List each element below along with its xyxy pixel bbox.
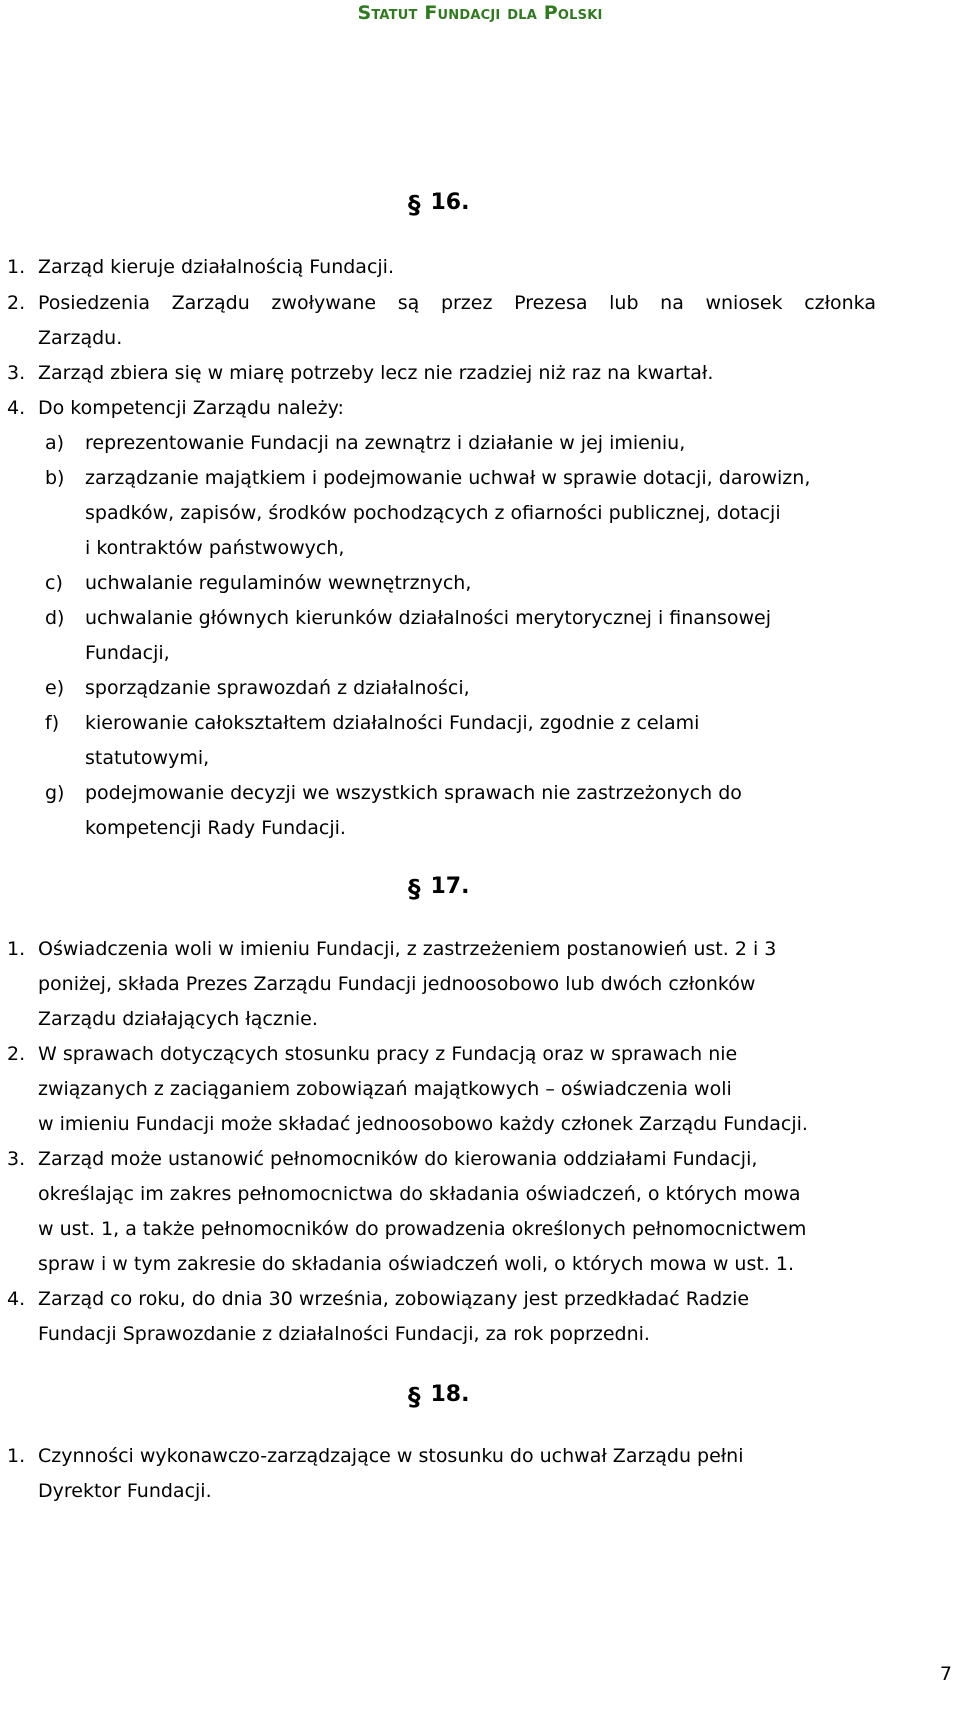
- paragraph-line: Zarząd może ustanowić pełnomocników do kierowania oddziałami Fundacji,: [38, 1148, 758, 1170]
- paragraph-line: Zarząd kieruje działalnością Fundacji.: [38, 256, 394, 278]
- list-label: b): [45, 467, 65, 489]
- paragraph-line: poniżej, składa Prezes Zarządu Fundacji jednoosobowo lub dwóch członków: [38, 973, 756, 995]
- section-symbol: §: [408, 874, 421, 903]
- paragraph-line: Czynności wykonawczo-zarządzające w stosunku do uchwał Zarządu pełni: [38, 1445, 744, 1467]
- paragraph-line: Zarząd zbiera się w miarę potrzeby lecz nie rzadziej niż raz na kwartał.: [38, 362, 714, 384]
- section-number: 18.: [430, 1382, 470, 1407]
- list-item-line: spadków, zapisów, środków pochodzących z ofiarności publicznej, dotacji: [85, 502, 781, 524]
- paragraph-line: W sprawach dotyczących stosunku pracy z Fundacją oraz w sprawach nie: [38, 1043, 738, 1065]
- section-17-heading: [408, 870, 470, 903]
- section-18-heading: [408, 1378, 470, 1411]
- document-header: Statut Fundacji dla Polski: [357, 2, 603, 24]
- paragraph-line: Posiedzenia Zarządu zwoływane są przez Prezesa lub na wniosek członka: [38, 292, 876, 314]
- paragraph-line: spraw i w tym zakresie do składania oświadczeń woli, o których mowa w ust. 1.: [38, 1253, 795, 1275]
- list-label: g): [45, 782, 65, 804]
- section-16-heading: [408, 186, 470, 219]
- list-item-line: reprezentowanie Fundacji na zewnątrz i działanie w jej imieniu,: [85, 432, 686, 454]
- list-item-line: kierowanie całokształtem działalności Fundacji, zgodnie z celami: [85, 712, 700, 734]
- page-number: 7: [939, 1663, 952, 1685]
- section-symbol: §: [408, 190, 421, 219]
- paragraph-line: Zarząd co roku, do dnia 30 września, zobowiązany jest przedkładać Radzie: [38, 1288, 750, 1310]
- paragraph-line: Fundacji Sprawozdanie z działalności Fundacji, za rok poprzedni.: [38, 1323, 650, 1345]
- list-label: e): [45, 677, 65, 699]
- section-symbol: §: [408, 1382, 421, 1411]
- item-number: 3.: [7, 1148, 26, 1170]
- list-label: f): [45, 712, 60, 734]
- item-number: 2.: [7, 1043, 26, 1065]
- item-number: 2.: [7, 292, 26, 314]
- item-number: 1.: [7, 256, 26, 278]
- section-number: 17.: [430, 874, 470, 899]
- list-item-line: kompetencji Rady Fundacji.: [85, 817, 346, 839]
- item-number: 1.: [7, 1445, 26, 1467]
- item-number: 3.: [7, 362, 26, 384]
- section-number: 16.: [430, 190, 470, 215]
- item-number: 4.: [7, 1288, 26, 1310]
- item-number: 4.: [7, 397, 26, 419]
- list-label: c): [45, 572, 63, 594]
- list-item-line: uchwalanie regulaminów wewnętrznych,: [85, 572, 472, 594]
- list-item-line: uchwalanie głównych kierunków działalności merytorycznej i finansowej: [85, 607, 772, 629]
- paragraph-line: w imieniu Fundacji może składać jednoosobowo każdy członek Zarządu Fundacji.: [38, 1113, 808, 1135]
- paragraph-line: Oświadczenia woli w imieniu Fundacji, z zastrzeżeniem postanowień ust. 2 i 3: [38, 938, 777, 960]
- list-item-line: i kontraktów państwowych,: [85, 537, 345, 559]
- paragraph-line: określając im zakres pełnomocnictwa do składania oświadczeń, o których mowa: [38, 1183, 801, 1205]
- list-item-line: statutowymi,: [85, 747, 210, 769]
- paragraph-line: Do kompetencji Zarządu należy:: [38, 397, 344, 419]
- list-label: a): [45, 432, 65, 454]
- paragraph-line: Dyrektor Fundacji.: [38, 1480, 212, 1502]
- paragraph-line: związanych z zaciąganiem zobowiązań majątkowych – oświadczenia woli: [38, 1078, 732, 1100]
- list-item-line: sporządzanie sprawozdań z działalności,: [85, 677, 470, 699]
- paragraph-line: Zarządu działających łącznie.: [38, 1008, 318, 1030]
- paragraph-line: w ust. 1, a także pełnomocników do prowadzenia określonych pełnomocnictwem: [38, 1218, 807, 1240]
- item-number: 1.: [7, 938, 26, 960]
- list-item-line: zarządzanie majątkiem i podejmowanie uchwał w sprawie dotacji, darowizn,: [85, 467, 811, 489]
- list-item-line: Fundacji,: [85, 642, 170, 664]
- paragraph-line: Zarządu.: [38, 327, 123, 349]
- list-item-line: podejmowanie decyzji we wszystkich sprawach nie zastrzeżonych do: [85, 782, 742, 804]
- list-label: d): [45, 607, 65, 629]
